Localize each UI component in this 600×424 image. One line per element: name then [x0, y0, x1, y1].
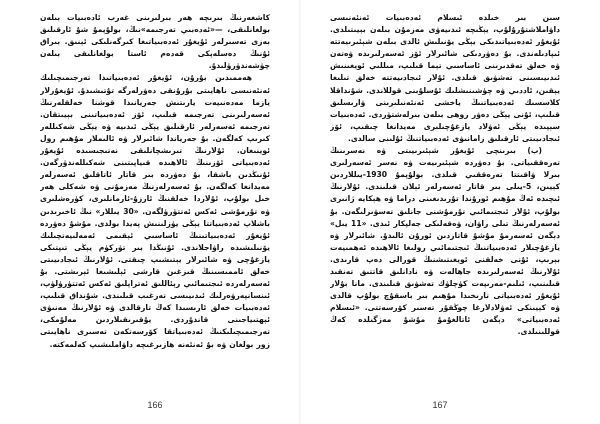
left-page-number: 166 — [147, 400, 163, 410]
left-paragraph-2: ھەممىدىن بۇرۇن، ئۇيغۇر ئەدەبىياتىدا تەرجىمىچىلىك ئەنئەنىسى ناھايىتى بۇرۇنقى دەۋرلەرگە تۇتىشىدۇ. ئۇيغۇرلار يازما مەدەنىيەت يارىتىش جەريانىدا قوشنا خەلقلەرنىڭ ئەسەرلىرىنى تەرجىمە قىلىپ، ئۆز ئەدەبىياتىنى بېيىتقان. تەرجىمە ئەسەرلەر ئارقىلىق يېڭى ئىدىيە ۋە يېڭى شەكىللەر كىرىپ كەلگەن. بۇ جەرياندا شائىرلار ۋە ئالىملار مۇھىم رول ئوينىغان. ئۇلارنىڭ تىرىشچانلىقى نەتىجىسىدە ئۇيغۇر ئەدەبىياتى ئۆزىنىڭ ئالاھىدە قىياپىتىنى شەكىللەندۈرگەن. ئۇنىڭدىن باشقا، بۇ دەۋردە بىر قاتار ئاتاقلىق ئەسەرلەر مەيدانغا كەلگەن. بۇ ئەسەرلەرنىڭ مەزمۇنى ۋە شەكلى ھەر خىل بولۇپ، ئۇلاردا خەلقنىڭ ئارزۇ-ئارمانلىرى، كۈرەشلىرى ۋە تۇرمۇشى ئەكس ئەتتۈرۈلگەن. «30 يىللار» نىڭ ئاخىرىدىن باشلاپ ئەدەبىياتتا يېڭى يۈزلىنىش پەيدا بولدى. مۇشۇ دەۋردە ئۇيغۇر ئەدەبىياتىنىڭ ئاساسىي ئېقىمى ئەمەلىيەتچىلىك يۆنىلىشىدە راۋاجلاندى. ئۇنىڭدا بىر تۈركۈم يېڭى تىپتىكى يازغۇچى ۋە شائىرلار يېتىشىپ چىقتى. ئۇلارنىڭ ئىجادىيىتى خەلق ئاممىسىنىڭ قىزغىن قارشى ئېلىشىغا ئېرىشتى. بۇ ئەسەرلەردە ئىجتىمائىي رېئاللىق ئەتراپلىق ئەكس ئەتتۈرۈلۈپ، ئىنسانپەرۋەرلىك ئىدىيىسى تەرغىب قىلىندى. شۇنداق قىلىپ، ئەدەبىيات خەلق ئارىسىدا كەڭ تارقالدى ۋە ئۇلارنىڭ مەنىۋى ئېھتىياجىنى قاندۇردى. يۇقىرىقىلاردىن مەلۇمكى، تەرجىمىچىلىكنىڭ ئەدەبىياتقا كۆرسەتكەن تەسىرى ناھايىتى زور بولغان ۋە بۇ ئەنئەنە ھازىرغىچە داۋاملىشىپ كەلمەكتە. — [40, 73, 270, 349]
left-page-text-column — [40, 12, 270, 390]
left-paragraph-1: كاشغەرنىڭ بىرىچە ھەر بىرلىرىنى غەرب ئادەبىيات بىلەن بولغانلىقى، —«ئەدەبىي تەرجىمە»نىڭ، بولۇپمۇ شۇ ئارقىلىق بەزى تەسىرلەر ئۇيغۇر ئەدەبىياتىغا كىرگەنلىكى ئېنىق. بىراق ئۇنىڭ دەسلەپكى قەدەم ئاستا بولغانلىقى بىلەن چۈشەندۈرۈلىدۇ. — [40, 13, 270, 71]
right-paragraph-2: (ب) بىرىنچى ئۇيغۇر شېئىرىيىتى ۋە نەسرىنىڭ تەرەققىياتى. بۇ دەۋردە شېئىرىيەت ۋە نەسر ئەسەرلىرى بىرلا ۋاقىتتا تەرەققىي قىلدى. بولۇپمۇ 1930-يىللاردىن كېيىن، 5-يىلى بىر قاتار ئەسەرلەر ئېلان قىلىندى. ئۇلارنىڭ ئىچىدە ئەڭ مۇھىم ئورۇندا تۇرىدىغىنى دراما ۋە ھېكايە ژانىرى بولۇپ، ئۇلار ئىجتىمائىي تۇرمۇشنى جانلىق تەسۋىرلىگەن. بۇ ئەسەرلەرنىڭ تىلى راۋان، ۋەقەلىكى جەلپكار ئىدى. «11 يىل» دېگەن ئەسەرمۇ مۇشۇ قاتاردىن ئورۇن ئالىدۇ. شائىرلار ۋە يازغۇچىلار ئەدەبىياتنىڭ ئىجتىمائىي رولىغا ئالاھىدە ئەھمىيەت بېرىپ، ئۇنى خەلقنى ئويغىتىشنىڭ قورالى دەپ قارىدى. ئۇلارنىڭ ئەسەرلىرىدە جاھالەت ۋە نادانلىق قاتتىق تەنقىد قىلىنىپ، ئىلىم-مەرىپەت كۈچلۈك تەشۋىق قىلىندى. مانا بۇلار ئۇيغۇر ئەدەبىياتى تارىخىدا مۇھىم بىر باسقۇچ بولۇپ قالدى ۋە كېيىنكى ئەۋلادلارغا چوڭقۇر تەسىر كۆرسەتتى. «ئىسلام ئەدەبىياتى» دېگەن ئاتالغۇمۇ مۇشۇ مەزگىلدە كەڭ قوللىنىلدى. — [330, 146, 560, 337]
right-page — [300, 0, 600, 424]
right-paragraph-1: سىن بىر خىلدە ئىسلام ئەدەبىيات ئەنئەنىسى داۋاملاشتۇرۇلۇپ، يېڭىچە ئىدىيەۋى مەزمۇن بىلەن بېيىتىلدى. ئۇيغۇر ئەدەبىياتىدىكى يېڭى يۆنىلىش ئالدى بىلەن شېئىرىيەتتە ئىپادىلەندى. بۇ دەۋردىكى شائىرلار ئۆز ئەسەرلىرىدە ۋەتەن ۋە خەلق تەقدىرىنى ئاساسىي تېما قىلىپ، مىللىي ئويغىنىش ئىدىيىسىنى تەشۋىق قىلدى. ئۇلار ئىجادىيەتتە خەلق تىلىغا يېقىن، ئاددىي ۋە چۈشىنىشلىك ئۇسلۇبنى قوللاندى. شۇنداقلا كلاسسىك ئەدەبىياتنىڭ ياخشى ئەنئەنىلىرىنى ۋارىسلىق قىلىپ، ئۇنى يېڭى دەۋر روھى بىلەن بىرلەشتۈردى. ئەدەبىيات سېپىدە يېڭى ئەۋلاد يازغۇچىلىرى مەيدانغا چىقىپ، ئۆز ئىجادىيىتى ئارقىلىق زامانىۋى ئەدەبىياتنىڭ ئۇلىنى سالدى. — [330, 13, 560, 143]
right-page-text-column — [330, 12, 560, 390]
right-page-number: 167 — [432, 400, 448, 410]
